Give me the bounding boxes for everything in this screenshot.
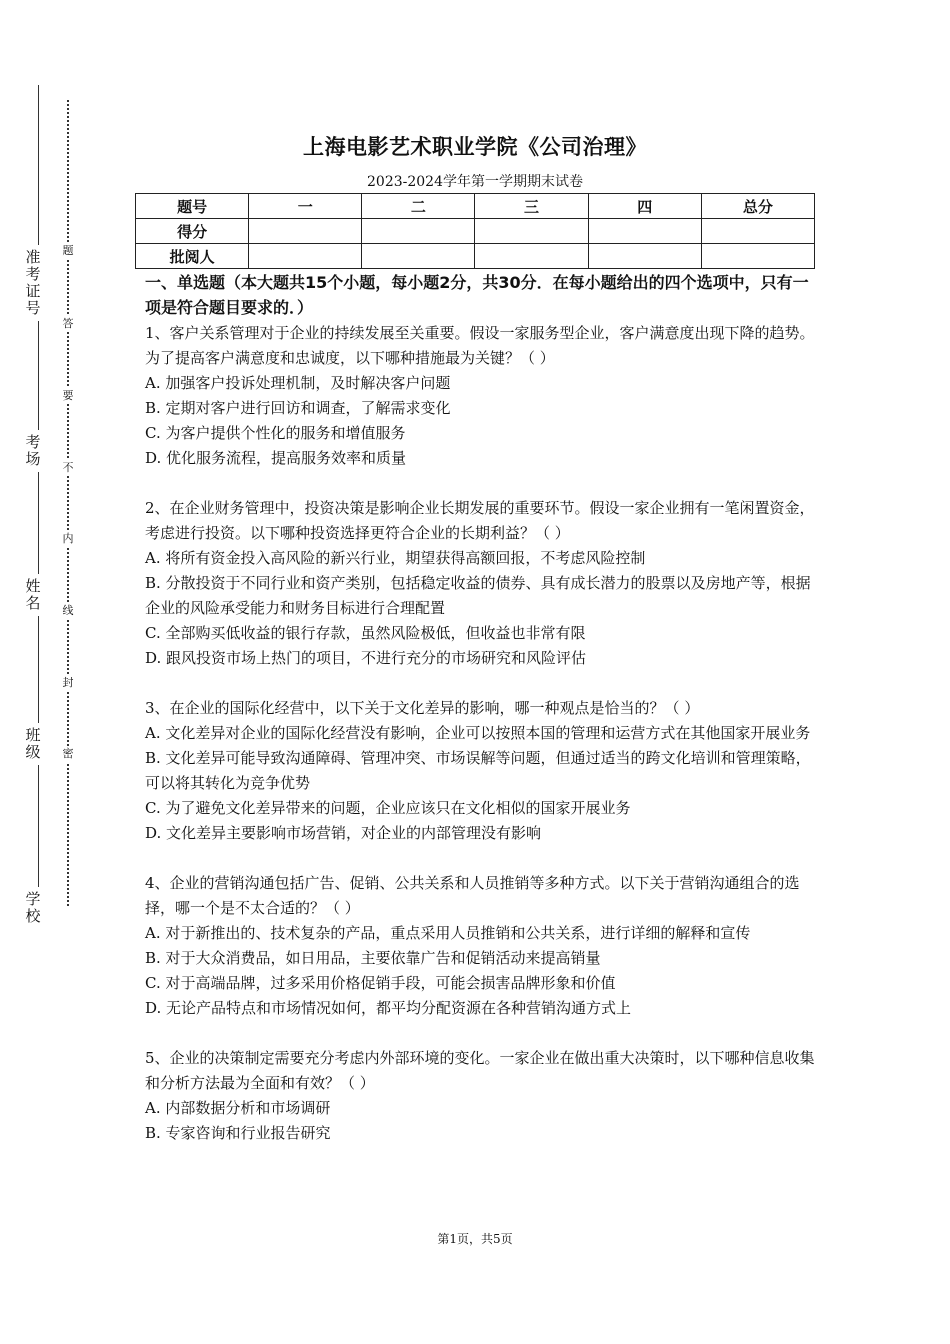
score-header-cell: 三 [475, 194, 588, 219]
score-cell [588, 219, 701, 244]
score-table [135, 193, 815, 269]
seal-warning-char: 答 [60, 316, 76, 332]
question-stem: 3、在企业的国际化经营中，以下关于文化差异的影响，哪一种观点是恰当的？（ ） [145, 699, 700, 717]
question-stem: 4、企业的营销沟通包括广告、促销、公共关系和人员推销等多种方式。以下关于营销沟通组合的选择，哪一个是不太合适的？（ ） [145, 874, 800, 917]
reviewer-cell [362, 244, 475, 269]
question-stem: 2、在企业财务管理中，投资决策是影响企业长期发展的重要环节。假设一家企业拥有一笔闲置资金，考虑进行投资。以下哪种投资选择更符合企业的长期利益？（ ） [145, 499, 815, 542]
question-2 [145, 496, 815, 671]
exam-subtitle: 2023-2024学年第一学期期末试卷 [367, 174, 583, 190]
section-heading: 一、单选题（本大题共15个小题，每小题2分，共30分．在每小题给出的四个选项中，只有一项是符合题目要求的．） [145, 273, 809, 317]
reviewer-cell [249, 244, 362, 269]
score-header-cell: 一 [249, 194, 362, 219]
score-header-cell: 总分 [701, 194, 814, 219]
option-b: B. 文化差异可能导致沟通障碍、管理冲突、市场误解等问题，但通过适当的跨文化培训和管理策略，可以将其转化为竞争优势 [145, 749, 811, 792]
seal-warning-char: 不 [60, 460, 76, 476]
reviewer-cell [701, 244, 814, 269]
school-field: 学校 [22, 887, 44, 929]
option-d: D. 文化差异主要影响市场营销，对企业的内部管理没有影响 [145, 824, 542, 842]
option-d: D. 优化服务流程，提高服务效率和质量 [145, 449, 407, 467]
score-row-label: 得分 [136, 219, 249, 244]
class-field: 班级 [22, 723, 44, 765]
option-b: B. 分散投资于不同行业和资产类别，包括稳定收益的债券、具有成长潜力的股票以及房地产等，根据企业的风险承受能力和财务目标进行合理配置 [145, 574, 811, 617]
seal-warning-char: 题 [60, 243, 76, 259]
seal-warning-char: 线 [60, 603, 76, 619]
exam-title: 上海电影艺术职业学院《公司治理》 [303, 135, 647, 159]
option-c: C. 对于高端品牌，过多采用价格促销手段，可能会损害品牌形象和价值 [145, 974, 616, 992]
reviewer-row [136, 244, 815, 269]
option-a: A. 内部数据分析和市场调研 [145, 1099, 331, 1117]
reviewer-cell [588, 244, 701, 269]
option-b: B. 专家咨询和行业报告研究 [145, 1124, 331, 1142]
reviewer-row-label: 批阅人 [136, 244, 249, 269]
binding-line [38, 85, 39, 921]
option-a: A. 对于新推出的、技术复杂的产品，重点采用人员推销和公共关系，进行详细的解释和宣传 [145, 924, 751, 942]
option-a: A. 加强客户投诉处理机制，及时解决客户问题 [145, 374, 451, 392]
option-b: B. 定期对客户进行回访和调查，了解需求变化 [145, 399, 451, 417]
option-b: B. 对于大众消费品，如日用品，主要依靠广告和促销活动来提高销量 [145, 949, 601, 967]
score-table-header-row [136, 194, 815, 219]
option-d: D. 无论产品特点和市场情况如何，都平均分配资源在各种营销沟通方式上 [145, 999, 632, 1017]
page-number: 第1页，共5页 [437, 1232, 513, 1246]
score-header-cell: 二 [362, 194, 475, 219]
option-d: D. 跟风投资市场上热门的项目，不进行充分的市场研究和风险评估 [145, 649, 587, 667]
reviewer-cell [475, 244, 588, 269]
score-row [136, 219, 815, 244]
question-stem: 5、企业的决策制定需要充分考虑内外部环境的变化。一家企业在做出重大决策时，以下哪种信息收集和分析方法最为全面和有效？（ ） [145, 1049, 815, 1092]
question-1 [145, 321, 815, 471]
question-5 [145, 1046, 815, 1146]
option-a: A. 文化差异对企业的国际化经营没有影响，企业可以按照本国的管理和运营方式在其他国家开展业务 [145, 724, 811, 742]
score-cell [362, 219, 475, 244]
seal-warning-char: 封 [60, 675, 76, 691]
question-3 [145, 696, 815, 846]
seal-dotted-line [67, 100, 69, 906]
seal-warning-char: 内 [60, 531, 76, 547]
option-c: C. 全部购买低收益的银行存款，虽然风险极低，但收益也非常有限 [145, 624, 586, 642]
score-header-cell: 四 [588, 194, 701, 219]
score-header-cell: 题号 [136, 194, 249, 219]
option-c: C. 为客户提供个性化的服务和增值服务 [145, 424, 406, 442]
exam-content [145, 270, 815, 1171]
option-a: A. 将所有资金投入高风险的新兴行业，期望获得高额回报，不考虑风险控制 [145, 549, 646, 567]
option-c: C. 为了避免文化差异带来的问题，企业应该只在文化相似的国家开展业务 [145, 799, 631, 817]
exam-number-field: 准考证号 [22, 245, 44, 321]
question-4 [145, 871, 815, 1021]
score-cell [701, 219, 814, 244]
question-stem: 1、客户关系管理对于企业的持续发展至关重要。假设一家服务型企业，客户满意度出现下降的趋势。为了提高客户满意度和忠诚度，以下哪种措施最为关键？（ ） [145, 324, 815, 367]
exam-room-field: 考场 [22, 430, 44, 472]
score-cell [475, 219, 588, 244]
name-field: 姓名 [22, 574, 44, 616]
seal-warning-char: 要 [60, 388, 76, 404]
score-cell [249, 219, 362, 244]
seal-warning-char: 密 [60, 746, 76, 762]
